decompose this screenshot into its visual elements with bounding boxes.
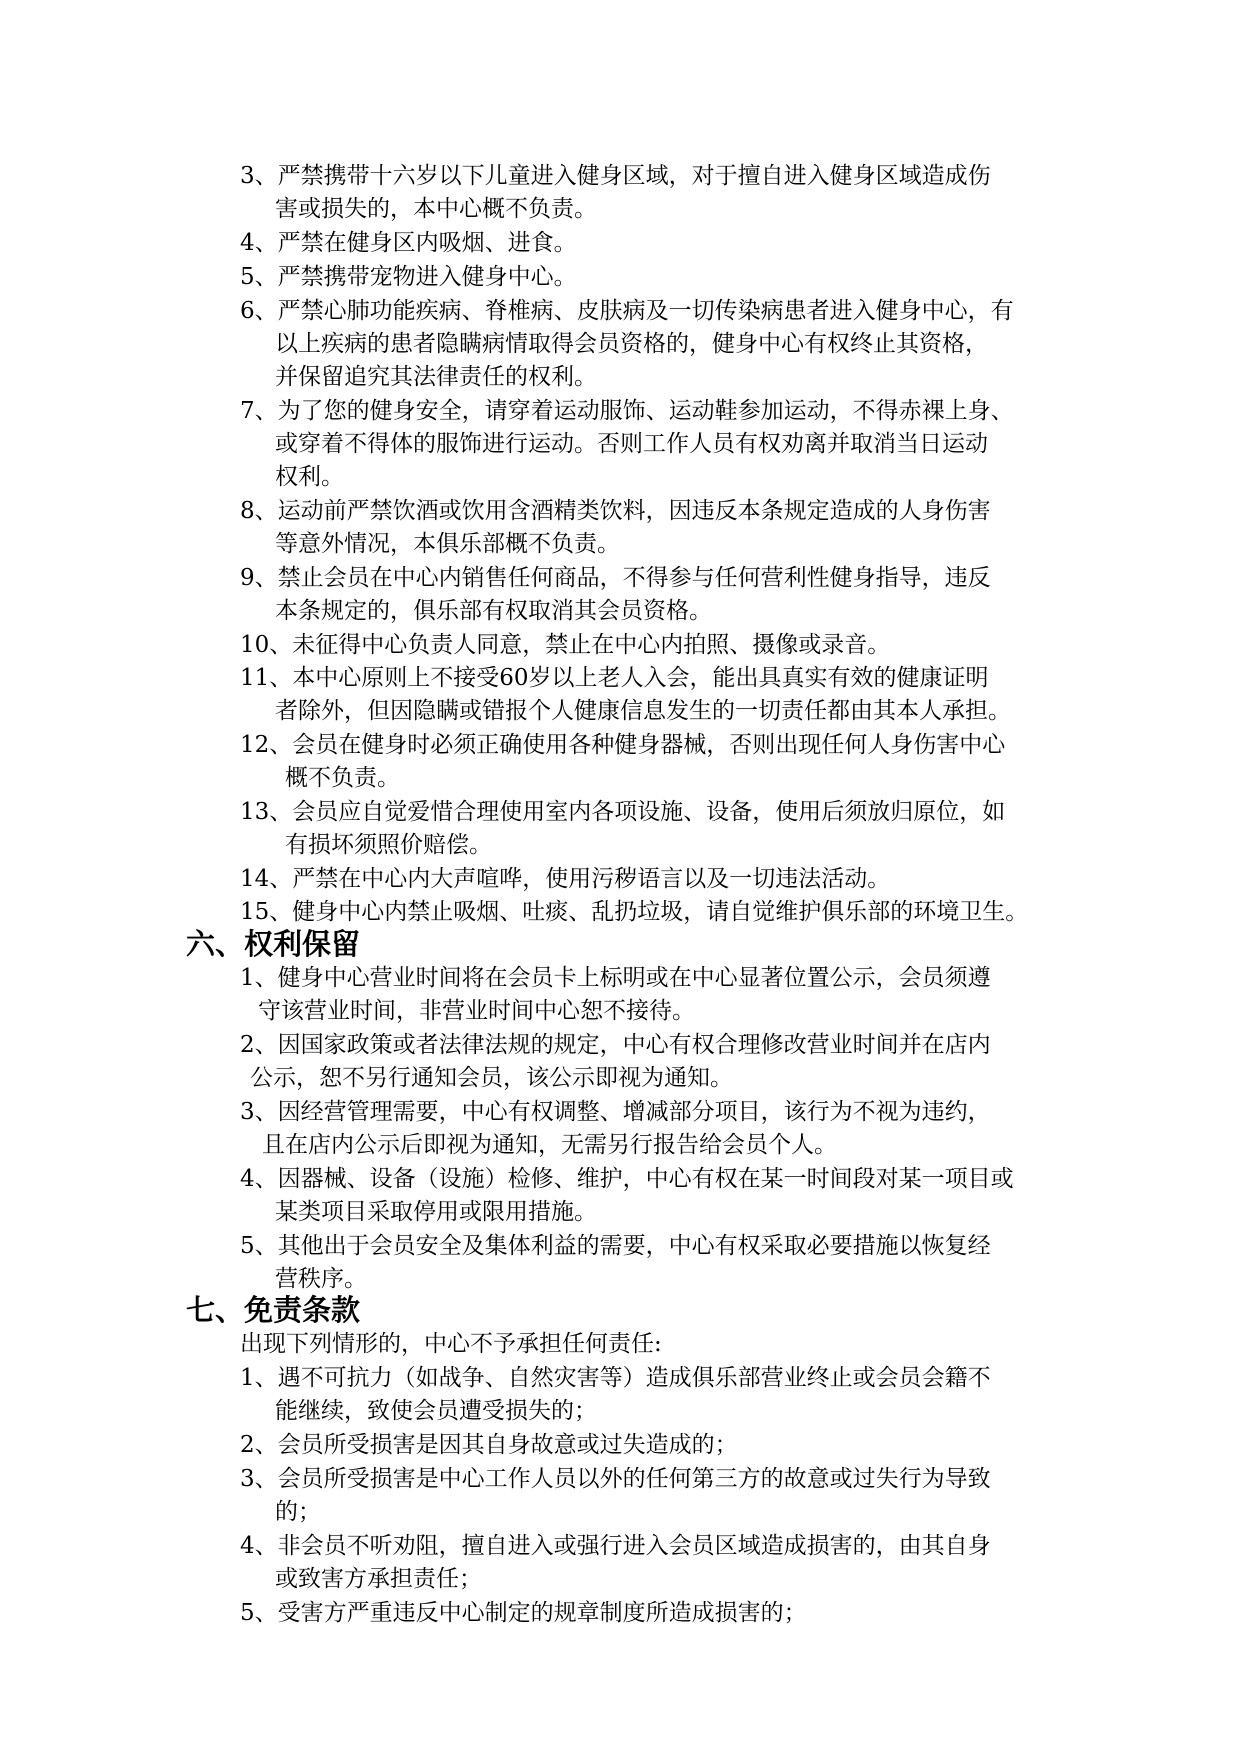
s7-item-3-line-1: 3、会员所受损害是中心工作人员以外的任何第三方的故意或过失行为导致 (240, 1466, 991, 1492)
rule-8-line-2: 等意外情况，本俱乐部概不负责。 (275, 531, 620, 557)
s7-item-1-line-2: 能继续，致使会员遭受损失的； (275, 1398, 597, 1424)
s7-item-5-line-1: 5、受害方严重违反中心制定的规章制度所造成损害的； (240, 1600, 807, 1626)
s6-item-3-line-1: 3、因经营管理需要，中心有权调整、增减部分项目，该行为不视为违约， (240, 1099, 991, 1125)
s7-item-2-line-1: 2、会员所受损害是因其自身故意或过失造成的； (240, 1432, 738, 1458)
rule-11-line-1: 11、本中心原则上不接受60岁以上老人入会，能出具真实有效的健康证明 (240, 665, 989, 691)
rule-9-line-1: 9、禁止会员在中心内销售任何商品，不得参与任何营利性健身指导，违反 (240, 565, 991, 591)
rule-3-line-1: 3、严禁携带十六岁以下儿童进入健身区域，对于擅自进入健身区域造成伤 (240, 163, 991, 189)
s6-item-1-line-1: 1、健身中心营业时间将在会员卡上标明或在中心显著位置公示，会员须遵 (240, 965, 991, 991)
rule-6-line-1: 6、严禁心肺功能疾病、脊椎病、皮肤病及一切传染病患者进入健身中心，有 (240, 298, 1014, 324)
s7-item-3-line-2: 的； (275, 1499, 321, 1525)
s6-item-5-line-2: 营秩序。 (275, 1266, 367, 1292)
s7-item-4-line-2: 或致害方承担责任； (275, 1566, 482, 1592)
rule-12-line-2: 概不负责。 (285, 765, 400, 791)
section-7-heading: 七、免责条款 (186, 1293, 361, 1327)
s6-item-4-line-1: 4、因器械、设备（设施）检修、维护，中心有权在某一时间段对某一项目或 (240, 1166, 1014, 1192)
s6-item-5-line-1: 5、其他出于会员安全及集体利益的需要，中心有权采取必要措施以恢复经 (240, 1233, 991, 1259)
s6-item-3-line-2: 且在店内公示后即视为通知，无需另行报告给会员个人。 (262, 1132, 837, 1158)
rule-12-line-1: 12、会员在健身时必须正确使用各种健身器械，否则出现任何人身伤害中心 (240, 732, 1006, 758)
rule-11-line-2: 者除外，但因隐瞒或错报个人健康信息发生的一切责任都由其本人承担。 (275, 698, 1011, 724)
rule-8-line-1: 8、运动前严禁饮酒或饮用含酒精类饮料，因违反本条规定造成的人身伤害 (240, 498, 991, 524)
rule-7-line-3: 权利。 (275, 464, 344, 490)
rule-15-line-1: 15、健身中心内禁止吸烟、吐痰、乱扔垃圾，请自觉维护俱乐部的环境卫生。 (240, 899, 1029, 925)
rule-10-line-1: 10、未征得中心负责人同意，禁止在中心内拍照、摄像或录音。 (240, 632, 891, 658)
s7-item-1-line-1: 1、遇不可抗力（如战争、自然灾害等）造成俱乐部营业终止或会员会籍不 (240, 1365, 991, 1391)
rule-3-line-2: 害或损失的，本中心概不负责。 (275, 196, 597, 222)
rule-9-line-2: 本条规定的，俱乐部有权取消其会员资格。 (275, 598, 712, 624)
rule-6-line-2: 以上疾病的患者隐瞒病情取得会员资格的，健身中心有权终止其资格， (275, 331, 988, 357)
rule-7-line-2: 或穿着不得体的服饰进行运动。否则工作人员有权劝离并取消当日运动 (275, 431, 988, 457)
s6-item-2-line-1: 2、因国家政策或者法律法规的规定，中心有权合理修改营业时间并在店内 (240, 1032, 991, 1058)
rule-5-line-1: 5、严禁携带宠物进入健身中心。 (240, 264, 577, 290)
rule-13-line-2: 有损坏须照价赔偿。 (285, 832, 492, 858)
section-6-heading: 六、权利保留 (186, 927, 361, 961)
s6-item-1-line-2: 守该营业时间，非营业时间中心恕不接待。 (258, 998, 695, 1024)
rule-4-line-1: 4、严禁在健身区内吸烟、进食。 (240, 230, 577, 256)
s7-intro: 出现下列情形的，中心不予承担任何责任: (240, 1331, 662, 1357)
s7-item-4-line-1: 4、非会员不听劝阻，擅自进入或强行进入会员区域造成损害的，由其自身 (240, 1533, 991, 1559)
s6-item-2-line-2: 公示，恕不另行通知会员，该公示即视为通知。 (250, 1065, 733, 1091)
rule-6-line-3: 并保留追究其法律责任的权利。 (275, 364, 597, 390)
rule-14-line-1: 14、严禁在中心内大声喧哗，使用污秽语言以及一切违法活动。 (240, 866, 891, 892)
rule-13-line-1: 13、会员应自觉爱惜合理使用室内各项设施、设备，使用后须放归原位，如 (240, 799, 1006, 825)
s6-item-4-line-2: 某类项目采取停用或限用措施。 (275, 1199, 597, 1225)
rule-7-line-1: 7、为了您的健身安全，请穿着运动服饰、运动鞋参加运动，不得赤裸上身、 (240, 398, 1014, 424)
